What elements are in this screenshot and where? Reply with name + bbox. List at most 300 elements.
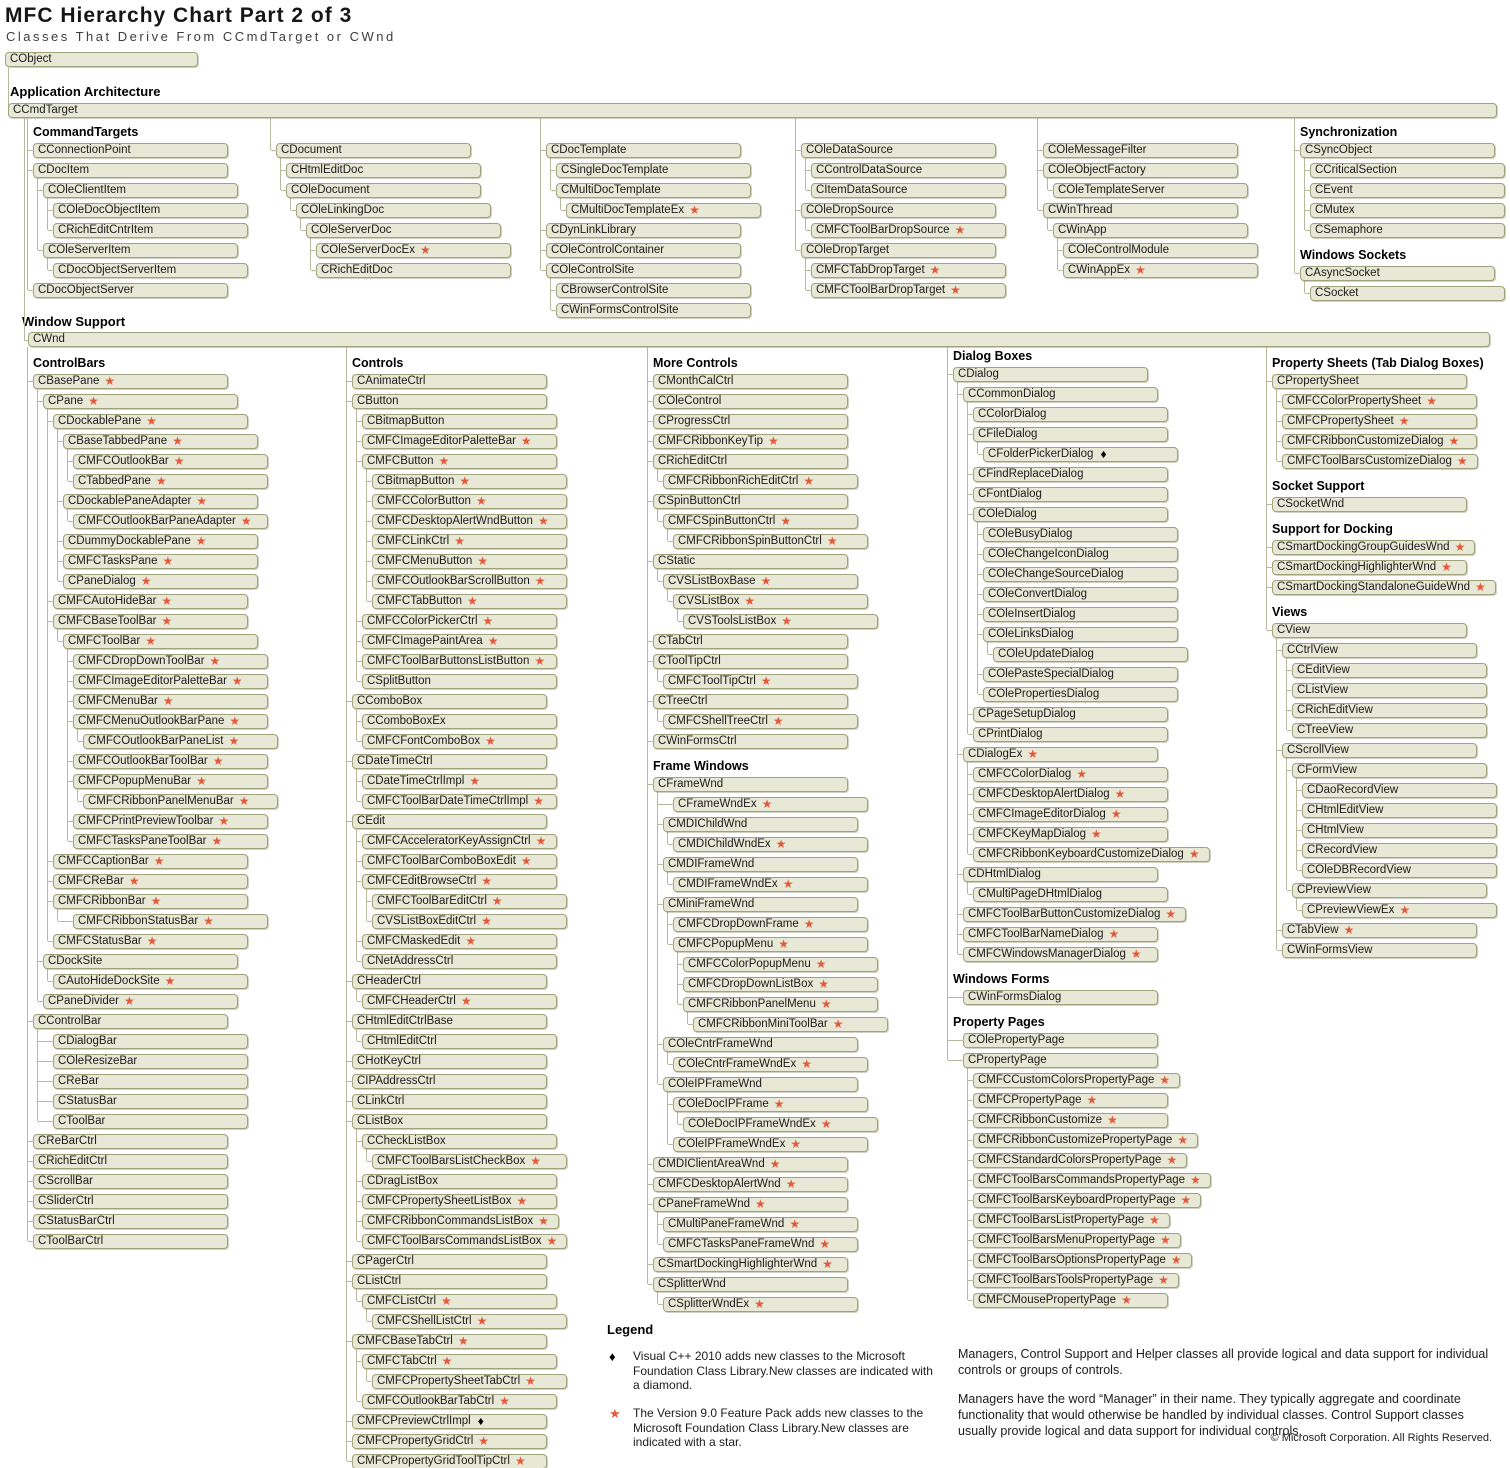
- star-icon: ★: [769, 1157, 781, 1171]
- class-box: [53, 223, 248, 238]
- connector-line: [550, 278, 551, 310]
- star-icon: ★: [1149, 1213, 1160, 1227]
- tree-node: [1310, 223, 1505, 238]
- star-icon: ★: [485, 734, 496, 748]
- class-name: COleServerDoc: [311, 224, 392, 236]
- class-box: [362, 794, 557, 809]
- class-name: CMFCPropertySheetListBox: [367, 1195, 512, 1207]
- tree-node: [372, 1374, 567, 1389]
- tree-node: [1282, 454, 1497, 469]
- column-threads: [1043, 143, 1258, 283]
- class-name: CMDIChildWndEx: [678, 838, 771, 850]
- tree-node: [1063, 243, 1258, 258]
- class-name: CBasePane: [38, 375, 100, 387]
- class-box: [663, 574, 858, 589]
- class-name: CDateTimeCtrl: [357, 755, 433, 767]
- class-name: CHtmlEditView: [1307, 804, 1384, 816]
- connector-line: [657, 1292, 658, 1304]
- star-icon: ★: [240, 514, 252, 528]
- class-name: CHtmlEditCtrl: [367, 1035, 437, 1047]
- class-box: [556, 183, 751, 198]
- class-box: [663, 897, 858, 912]
- class-box: [1272, 540, 1475, 555]
- class-name: CFormView: [1297, 764, 1357, 776]
- section-header-application-architecture: Application Architecture: [10, 84, 161, 99]
- tree-node: [811, 223, 1006, 238]
- star-icon: ★: [819, 1237, 831, 1251]
- class-name: CMFCColorPopupMenu: [688, 958, 811, 970]
- class-box: [811, 223, 1006, 238]
- tree-node: [663, 897, 888, 1032]
- class-box: [1302, 843, 1497, 858]
- tree-node: [963, 907, 1211, 922]
- star-icon: ★: [146, 934, 158, 948]
- tree-node: [653, 734, 888, 749]
- copyright-text: © Microsoft Corporation. All Rights Reserved.: [1270, 1432, 1492, 1444]
- tree-node: [73, 774, 278, 809]
- class-name: CMFCLinkCtrl: [377, 535, 450, 547]
- tree-node: [1043, 203, 1258, 278]
- section-header: Synchronization: [1300, 125, 1398, 139]
- class-box: [653, 374, 848, 389]
- tree-node: [53, 874, 278, 889]
- tree-node: [546, 263, 761, 318]
- class-name: CScrollView: [1287, 744, 1349, 756]
- tree-node: [653, 1197, 888, 1252]
- connector-line: [657, 469, 658, 481]
- tree-node: [53, 934, 278, 949]
- class-box: [983, 447, 1178, 462]
- connector-line: [356, 1349, 357, 1401]
- star-icon: ★: [211, 834, 223, 848]
- class-box: [63, 574, 258, 589]
- tree-node: [683, 977, 888, 992]
- class-name: CIPAddressCtrl: [357, 1075, 436, 1087]
- tree-node: [1272, 580, 1497, 595]
- class-name: CSocketWnd: [1277, 498, 1345, 510]
- tree-node: [362, 1034, 567, 1049]
- class-box: [362, 1354, 557, 1369]
- class-name: CFrameWnd: [658, 778, 724, 790]
- class-name: CMFCCustomColorsPropertyPage: [978, 1074, 1155, 1086]
- tree-node: [1282, 643, 1497, 738]
- class-name: CMFCOutlookBarTabCtrl: [367, 1395, 495, 1407]
- tree-node: [1302, 823, 1497, 838]
- tree-node: [653, 634, 888, 649]
- tree-node: [663, 1237, 888, 1252]
- class-name: CDaoRecordView: [1307, 784, 1399, 796]
- class-name: CRichEditCtrl: [38, 1155, 108, 1167]
- tree-node: [362, 934, 567, 949]
- tree-node: [73, 714, 278, 749]
- tree-node: [372, 914, 567, 929]
- class-box: [953, 367, 1148, 382]
- star-icon: ★: [1086, 1093, 1098, 1107]
- class-box: [63, 494, 258, 509]
- tree-node: [63, 914, 278, 929]
- tree-node: [556, 163, 761, 178]
- class-name: CDocItem: [38, 164, 90, 176]
- class-box: [653, 554, 848, 569]
- section-header: Views: [1272, 605, 1308, 619]
- tree-node: [43, 954, 278, 989]
- tree-node: [1302, 903, 1497, 918]
- class-name: COlePropertiesDialog: [988, 688, 1100, 700]
- class-name: COleDataSource: [806, 144, 893, 156]
- tree-node: [1292, 683, 1497, 698]
- class-name: CDialog: [958, 368, 999, 380]
- class-name: CMFCColorPickerCtrl: [367, 615, 478, 627]
- tree-node: [352, 754, 567, 809]
- connector-line: [280, 158, 281, 190]
- connector-line: [67, 449, 68, 481]
- class-name: CSplitButton: [367, 675, 431, 687]
- connector-line: [805, 158, 806, 190]
- star-icon: ★: [140, 574, 152, 588]
- star-icon: ★: [128, 874, 140, 888]
- tree-node: [663, 1297, 888, 1312]
- tree-node: [1053, 223, 1258, 278]
- section-header-window-support: Window Support: [22, 314, 126, 329]
- class-box: [973, 847, 1210, 862]
- connector-line: [57, 629, 58, 641]
- connector-line: [805, 218, 806, 230]
- class-name: COleDialog: [978, 508, 1037, 520]
- star-icon: ★: [123, 994, 135, 1008]
- tree-node: [566, 203, 761, 218]
- class-box: [811, 283, 1006, 298]
- class-box: [546, 243, 741, 258]
- connector-line: [667, 1092, 668, 1144]
- class-box: [53, 1054, 248, 1069]
- section-header: Frame Windows: [653, 759, 749, 773]
- class-name: CMFCToolBarEditCtrl: [377, 895, 487, 907]
- tree-node: [362, 1174, 567, 1189]
- star-icon: ★: [760, 674, 772, 688]
- class-box: [556, 283, 751, 298]
- class-box: [663, 674, 858, 689]
- class-box: [73, 694, 268, 709]
- class-box: [1310, 163, 1505, 178]
- class-box: [43, 183, 238, 198]
- class-box: [372, 574, 567, 589]
- tree-node: [973, 1133, 1211, 1148]
- class-box: [673, 594, 868, 609]
- class-name: CMFCRibbonKeyTip: [658, 435, 764, 447]
- tree-node: [983, 547, 1211, 562]
- connector-line: [27, 347, 28, 1241]
- tree-node: [683, 614, 888, 629]
- tree-node: [973, 1253, 1211, 1268]
- class-box: [63, 434, 258, 449]
- class-box: [53, 203, 248, 218]
- star-icon: ★: [520, 434, 532, 448]
- tree-node: [362, 1354, 567, 1389]
- tree-node: [693, 1017, 888, 1032]
- class-box: [372, 494, 567, 509]
- class-name: CTabCtrl: [658, 635, 703, 647]
- star-icon: ★: [161, 614, 173, 628]
- class-box: [683, 977, 878, 992]
- class-name: CMFCDesktopAlertDialog: [978, 788, 1110, 800]
- star-icon: ★: [1135, 263, 1146, 277]
- class-box: [362, 1234, 567, 1249]
- tree-node: [352, 1274, 567, 1329]
- tree-node: [663, 474, 888, 489]
- class-name: CWinApp: [1058, 224, 1107, 236]
- star-icon: ★: [481, 874, 493, 888]
- class-name: CMFCToolBarButtonCustomizeDialog: [968, 908, 1161, 920]
- class-name: CMFCRibbonCustomizePropertyPage: [978, 1134, 1173, 1146]
- star-icon: ★: [1456, 454, 1468, 468]
- tree-node: [352, 974, 567, 1009]
- tree-node: [963, 867, 1211, 902]
- class-box: [983, 547, 1178, 562]
- class-name: COleCntrFrameWnd: [668, 1038, 773, 1050]
- tree-node: [653, 1277, 888, 1312]
- class-box: [362, 674, 557, 689]
- class-box: [53, 614, 248, 629]
- tree-node: [73, 514, 278, 529]
- class-box: [53, 1074, 248, 1089]
- class-name: CFileDialog: [978, 428, 1038, 440]
- connector-line: [1304, 158, 1305, 230]
- class-name: COleDocObjectItem: [58, 204, 161, 216]
- star-icon: ★: [790, 1137, 802, 1151]
- class-box: [362, 614, 557, 629]
- class-name: CBaseTabbedPane: [68, 435, 168, 447]
- tree-node: [1302, 783, 1497, 798]
- tree-node: [983, 587, 1211, 602]
- class-box: [1302, 803, 1497, 818]
- tree-node: [1282, 923, 1497, 938]
- class-box: [653, 414, 848, 429]
- class-name: CMFCOutlookBarPaneList: [88, 735, 224, 747]
- class-name: CMFCOutlookBarPaneAdapter: [78, 515, 236, 527]
- tree-node: [372, 1314, 567, 1329]
- class-box: [372, 894, 567, 909]
- tree-node: [556, 303, 761, 318]
- class-name: CAsyncSocket: [1305, 267, 1380, 279]
- class-name: CPrintDialog: [978, 728, 1043, 740]
- connector-line: [300, 218, 301, 230]
- class-name: CMFCEditBrowseCtrl: [367, 875, 477, 887]
- tree-node: [352, 1254, 567, 1269]
- connector-line: [1296, 778, 1297, 870]
- class-name: COleDocument: [291, 184, 370, 196]
- tree-node: [362, 874, 567, 929]
- class-name: CMFCKeyMapDialog: [978, 828, 1087, 840]
- class-box: [663, 1217, 858, 1232]
- connector-line: [947, 347, 948, 1060]
- class-name: COleControlModule: [1068, 244, 1169, 256]
- star-icon: ★: [195, 534, 207, 548]
- class-box: [653, 694, 848, 709]
- class-box: [973, 1233, 1181, 1248]
- tree-node: [653, 414, 888, 429]
- class-name: CMFCToolBarsCommandsPropertyPage: [978, 1174, 1186, 1186]
- star-icon: ★: [467, 594, 478, 608]
- tree-node: [73, 654, 278, 669]
- class-box: [73, 714, 268, 729]
- connector-line: [1276, 389, 1277, 461]
- connector-line: [1047, 218, 1048, 230]
- tree-node: [963, 947, 1211, 962]
- class-box: [663, 474, 858, 489]
- tree-node: [362, 1194, 567, 1209]
- tree-node: [673, 534, 888, 549]
- class-box: [1292, 763, 1487, 778]
- page-subtitle: Classes That Derive From CCmdTarget or CWnd: [6, 29, 396, 44]
- class-name: COleDropSource: [806, 204, 894, 216]
- class-box: [53, 594, 248, 609]
- tree-node: [673, 1097, 888, 1132]
- class-name: COleTemplateServer: [1058, 184, 1165, 196]
- class-name: CDocObjectServer: [38, 284, 134, 296]
- class-box: [973, 407, 1168, 422]
- tree-node: [372, 894, 567, 909]
- class-box: [1272, 580, 1496, 595]
- class-name: CMFCRibbonBar: [58, 895, 146, 907]
- class-box: [963, 947, 1158, 962]
- class-name: CMFCToolBar: [68, 635, 141, 647]
- tree-node: [663, 817, 888, 852]
- class-box: [963, 927, 1158, 942]
- tree-node: [1300, 266, 1505, 301]
- tree-node: [983, 527, 1211, 542]
- tree-node: [33, 283, 248, 298]
- class-name: CMFCDropDownListBox: [688, 978, 814, 990]
- class-box: [663, 714, 858, 729]
- tree-node: [352, 1434, 567, 1449]
- class-box: [973, 1173, 1211, 1188]
- class-box: [352, 1434, 547, 1449]
- class-box: [1292, 663, 1487, 678]
- class-box: [33, 1214, 228, 1229]
- tree-node: [53, 974, 278, 989]
- class-box: [372, 1374, 567, 1389]
- class-box: [352, 1274, 547, 1289]
- connector-line: [1294, 118, 1295, 273]
- star-icon: ★: [689, 203, 700, 217]
- tree-node: [63, 634, 278, 849]
- tree-node: [673, 837, 888, 852]
- class-name: COleDBRecordView: [1307, 864, 1411, 876]
- tree-node: [352, 1074, 567, 1089]
- class-box: [372, 914, 567, 929]
- class-name: CMFCTasksPaneToolBar: [78, 835, 207, 847]
- star-icon: ★: [954, 223, 966, 237]
- tree-node: [372, 554, 567, 569]
- class-name: CSyncObject: [1305, 144, 1373, 156]
- class-name: CMFCPropertySheetTabCtrl: [377, 1375, 521, 1387]
- class-box: [963, 907, 1186, 922]
- star-icon: ★: [172, 434, 183, 448]
- connector-line: [1296, 898, 1297, 910]
- class-box: [372, 554, 567, 569]
- class-name: CColorDialog: [978, 408, 1047, 420]
- tree-node: [362, 414, 567, 429]
- class-name: CSmartDockingGroupGuidesWnd: [1277, 541, 1450, 553]
- star-icon: ★: [228, 734, 240, 748]
- tree-node: [953, 990, 1211, 1005]
- class-name: CMFCImageEditorPaletteBar: [78, 675, 227, 687]
- tree-node: [1302, 863, 1497, 878]
- legend-header: Legend: [607, 1322, 654, 1337]
- class-name: CMFCDesktopAlertWndButton: [377, 515, 533, 527]
- tree-node: [372, 574, 567, 589]
- connector-line: [1047, 178, 1048, 190]
- class-box: [362, 854, 557, 869]
- star-icon: ★: [419, 243, 431, 257]
- class-box: [362, 634, 557, 649]
- star-icon: ★: [514, 1454, 526, 1468]
- class-name: CView: [1277, 624, 1311, 636]
- class-box: [653, 634, 848, 649]
- class-name: CMFCRibbonCustomize: [978, 1114, 1102, 1126]
- class-box: [63, 534, 258, 549]
- class-name: COleDocIPFrameWndEx: [688, 1118, 816, 1130]
- tree-node: [83, 734, 278, 749]
- class-name: COleIPFrameWnd: [668, 1078, 762, 1090]
- class-box: [352, 1114, 547, 1129]
- tree-node: [362, 994, 567, 1009]
- class-box: [352, 754, 547, 769]
- star-icon: ★: [454, 534, 465, 548]
- star-icon: ★: [1190, 1173, 1201, 1187]
- tree-node: [546, 223, 761, 238]
- class-box: [1272, 623, 1467, 638]
- diamond-icon: ♦: [1100, 447, 1107, 461]
- class-box: [673, 837, 868, 852]
- tree-node: [63, 434, 278, 489]
- class-name: COleInsertDialog: [988, 608, 1076, 620]
- class-name: CWinAppEx: [1068, 264, 1130, 276]
- tree-node: [983, 667, 1211, 682]
- tree-node: [663, 574, 888, 629]
- class-box: [973, 1113, 1168, 1128]
- star-icon: ★: [162, 694, 174, 708]
- class-box: [1292, 683, 1487, 698]
- tree-node: [1272, 540, 1497, 555]
- connector-line: [987, 642, 988, 654]
- class-name: CMFCListCtrl: [367, 1295, 436, 1307]
- class-name: CToolBarCtrl: [38, 1235, 104, 1247]
- class-name: CMFCBaseTabCtrl: [357, 1335, 453, 1347]
- column-sheets-views: [1272, 356, 1497, 963]
- tree-node: [653, 374, 888, 389]
- legend-item-diamond: [607, 1349, 937, 1393]
- class-box: [673, 534, 868, 549]
- connector-line: [1286, 758, 1287, 890]
- class-box: [973, 467, 1168, 482]
- connector-line: [290, 198, 291, 210]
- tree-node: [983, 567, 1211, 582]
- tree-node: [811, 163, 1006, 178]
- star-icon: ★: [785, 1177, 797, 1191]
- class-name: CBitmapButton: [377, 475, 455, 487]
- class-name: CAutoHideDockSite: [58, 975, 160, 987]
- class-box-cwnd: CWnd: [28, 332, 1490, 347]
- tree-node: [362, 774, 567, 789]
- class-name: CDocument: [281, 144, 342, 156]
- class-name: CWinFormsDialog: [968, 991, 1062, 1003]
- tree-node: [362, 614, 567, 629]
- star-icon: ★: [1398, 414, 1410, 428]
- class-box: [73, 654, 268, 669]
- class-name: CToolTipCtrl: [658, 655, 721, 667]
- star-icon: ★: [534, 574, 546, 588]
